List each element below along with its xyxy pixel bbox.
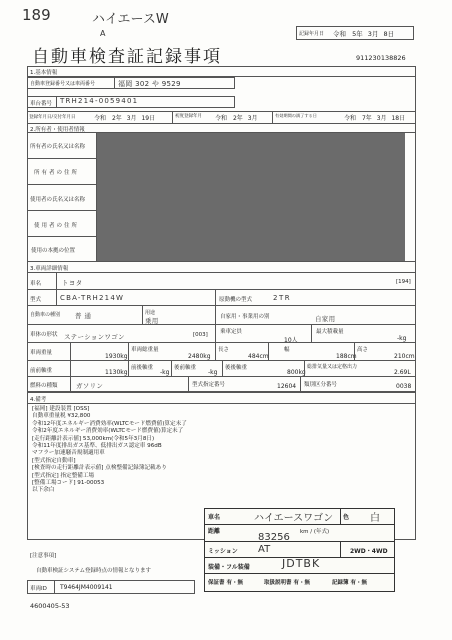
maker-code: [194] [396, 279, 411, 285]
issue-date-label: 記録年月日 [299, 31, 325, 37]
body-code: [003] [193, 332, 208, 338]
fr-value: -kg [160, 369, 170, 376]
plate-value: 福岡 302 や 9529 [118, 80, 181, 88]
rf-value: -kg [208, 369, 218, 376]
biz-label: 自家用・事業用の別 [220, 314, 270, 320]
engine-label: 原動機の型式 [219, 297, 253, 303]
disp-label: 総排気量又は定格出力 [307, 364, 358, 370]
sticker-name-value: ハイエースワゴン [254, 513, 334, 524]
sticker-record: 記録簿 有・無 [332, 580, 367, 586]
biz-value: 自家用 [315, 315, 336, 323]
handwritten-mark: A [100, 29, 106, 38]
class-no-value: 0038 [396, 383, 412, 390]
section4-header: 4.備考 [30, 397, 47, 403]
car-id-label: 車両ID [30, 586, 47, 592]
sticker-name-label: 車名 [208, 514, 221, 521]
expiry-value: 令和 7年 3月 18日 [344, 115, 406, 122]
type-label: 型式 [30, 297, 42, 303]
body-label: 車体の形状 [30, 332, 58, 338]
sticker-mission-value: AT [258, 544, 271, 555]
type-no-value: 12604 [277, 383, 297, 390]
first-reg-value: 令和 2年 3月 19日 [94, 115, 156, 122]
fuel-value: ガソリン [76, 382, 104, 390]
disp-value: 2.69L [394, 369, 411, 376]
height-value: 210cm [394, 353, 415, 360]
owner-name-label: 所有者の氏名又は名称 [30, 144, 86, 150]
page-title: 自動車検査証記録事項 [32, 47, 222, 67]
expiry-label: 有効期間の満了する日 [275, 113, 317, 118]
notes-header: [注意事項] [30, 553, 57, 559]
first-month-value: 令和 2年 3月 [215, 115, 258, 122]
fuel-label: 燃料の種類 [30, 383, 58, 389]
sticker-mission-label: ミッション [208, 548, 238, 555]
sticker-manual: 取扱説明書 有・無 [264, 580, 310, 586]
chassis-label: 車台番号 [30, 101, 53, 107]
weight-label: 車両重量 [30, 350, 53, 356]
sticker-warranty: 保証書 有・無 [208, 580, 243, 586]
weight-value: 1930kg [105, 353, 128, 360]
user-name-label: 使用者の氏名又は名称 [30, 197, 86, 203]
ff-value: 1130kg [105, 369, 128, 376]
sticker-mileage-unit: km / (年式) [300, 529, 330, 535]
sticker-mileage-value: 83256 [258, 532, 290, 543]
use-label: 用途 [145, 310, 156, 316]
sticker-color-value: 白 [370, 513, 380, 524]
issue-date-value: 令和 5年 3月 8日 [333, 30, 395, 38]
sticker-drive: 2WD・4WD [350, 548, 388, 555]
rr-value: 800kg [287, 369, 306, 376]
rr-label: 後後軸重 [225, 365, 248, 371]
use-value: 乗用 [145, 317, 159, 325]
plate-label: 自動車登録番号又は車両番号 [30, 81, 96, 87]
length-value: 484cm [248, 353, 269, 360]
user-address-label: 使用者の住所 [34, 223, 80, 229]
gross-value: 2480kg [188, 353, 211, 360]
first-reg-label: 登録年月日/交付年月日 [29, 115, 76, 120]
section2-header: 2.所有者・使用者情報 [30, 127, 85, 133]
length-label: 長さ [218, 347, 230, 353]
gross-label: 車両総重量 [131, 347, 159, 353]
body-value: ステーションワゴン [64, 333, 125, 341]
footer-code: 4600405-53 [30, 602, 70, 610]
engine-value: 2TR [273, 294, 292, 302]
class-no-label: 類別区分番号 [304, 382, 338, 388]
width-label: 幅 [284, 347, 290, 353]
handwritten-number: 189 [22, 6, 51, 24]
doc-number: 911230138826 [356, 54, 406, 62]
type-no-label: 型式指定番号 [192, 382, 226, 388]
sticker-color-label: 色 [343, 514, 350, 521]
redacted-personal-info [97, 133, 405, 261]
fr-label: 前後軸重 [131, 365, 154, 371]
section3-header: 3.車両詳細情報 [30, 266, 69, 272]
remarks-text: [福岡] 建設装置 [OSS] 自動車重量税 ¥32,800 令和12年度エネルギー消費効率(WLTCモード燃費値)算定未了 令和2年度エネルギー消費効率(WLTCモード燃費値)算定未了 [走行距離計表示値] 53,000km(令和5年3月8日) 令和11年度排出ガス基準、低排出ガス認定車 96dB マフラー加速騒音規制適用車 [型式指定自動車] [検査時の走行距離計表示値] 点検整備記録簿記載あり [型式指定] 指定整備工場 [整備工場コード] 91-00053 以下余白 [32, 406, 187, 494]
rf-label: 後前軸重 [174, 365, 197, 371]
max-load-label: 最大積載量 [316, 329, 344, 335]
max-load-value: -kg [397, 335, 407, 342]
notes-line: 自動車検証システム登録時点の情報となります [36, 568, 151, 574]
maker-value: トヨタ [62, 279, 83, 287]
kind-value: 普通 [75, 312, 94, 320]
owner-address-label: 所有者の住所 [34, 170, 80, 176]
maker-label: 車名 [30, 281, 42, 287]
sticker-mileage-label: 距離 [208, 528, 221, 535]
type-value: CBA-TRH214W [60, 294, 125, 302]
sticker-equip-value: JDTBK [282, 557, 321, 570]
kind-label: 自動車の種別 [30, 312, 61, 318]
capacity-label: 乗車定員 [220, 329, 243, 335]
first-month-label: 初度登録年月 [175, 114, 202, 119]
car-id-value: T9464JM4009141 [60, 584, 113, 591]
capacity-value: 10人 [284, 337, 298, 344]
base-location-label: 使用の本拠の位置 [31, 248, 76, 254]
chassis-value: TRH214-0059401 [60, 97, 139, 105]
height-label: 高さ [357, 347, 369, 353]
section1-header: 1.基本情報 [30, 70, 58, 76]
ff-label: 前前軸重 [30, 368, 53, 374]
width-value: 188cm [336, 353, 357, 360]
sticker-equip-label: 装備・フル装備 [208, 564, 250, 571]
handwritten-model: ハイエースW [92, 12, 169, 27]
